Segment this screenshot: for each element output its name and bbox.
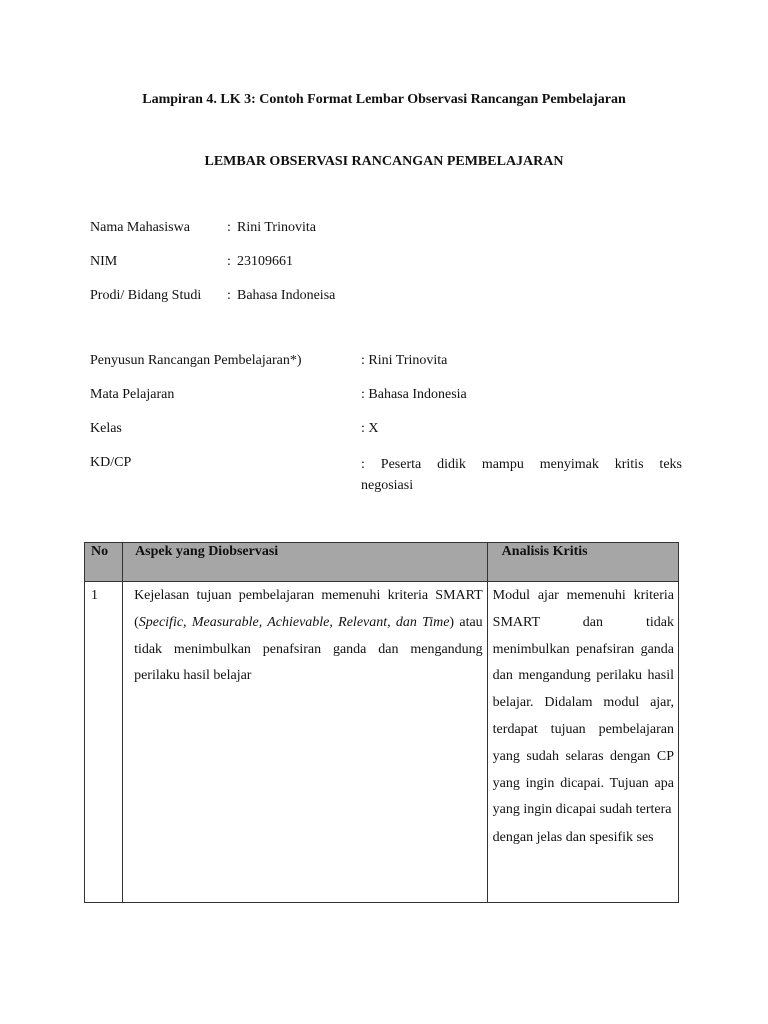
study-program-value: Bahasa Indoneisa bbox=[237, 288, 336, 303]
table-row bbox=[85, 582, 679, 903]
table-header-row bbox=[85, 543, 679, 582]
analysis-paragraph: dengan jelas dan spesifik ses bbox=[492, 830, 654, 846]
header-label: Aspek yang Diobservasi bbox=[135, 544, 279, 559]
row-number-cell bbox=[85, 582, 123, 903]
header-analysis bbox=[487, 543, 678, 582]
class-value: : X bbox=[361, 421, 379, 436]
field-label: Penyusun Rancangan Pembelajaran*) bbox=[90, 353, 302, 368]
student-info bbox=[90, 220, 335, 322]
aspect-text-part: Kejelasan tujuan pembelajaran memenuhi kriteria SMART ( bbox=[134, 588, 483, 630]
header-label: No bbox=[91, 544, 109, 559]
plan-author-row bbox=[90, 353, 682, 387]
field-label: NIM bbox=[90, 254, 118, 269]
field-label: KD/CP bbox=[90, 455, 132, 470]
appendix-title: Lampiran 4. LK 3: Contoh Format Lembar Observasi Rancangan Pembelajaran bbox=[142, 92, 626, 107]
kd-cp-line: negosiasi bbox=[361, 478, 414, 493]
row-number: 1 bbox=[91, 588, 98, 603]
plan-author-value: : Rini Trinovita bbox=[361, 353, 448, 368]
field-separator: : bbox=[227, 254, 231, 269]
field-label: Prodi/ Bidang Studi bbox=[90, 288, 202, 303]
observation-table bbox=[84, 542, 679, 903]
student-nim-row bbox=[90, 254, 335, 288]
kd-cp-row bbox=[90, 455, 682, 493]
kd-cp-value bbox=[361, 454, 682, 493]
aspect-text-part: ) atau tidak menimbulkan penafsiran ganda dan mengandung perilaku hasil belajar bbox=[134, 614, 483, 684]
header-aspect bbox=[123, 543, 488, 582]
analysis-text bbox=[488, 582, 678, 852]
student-name-row bbox=[90, 220, 335, 254]
kd-cp-line: : Peserta didik mampu menyimak kritis teks bbox=[361, 457, 682, 472]
header-label: Analisis Kritis bbox=[501, 544, 588, 559]
aspect-text bbox=[123, 582, 487, 690]
student-name-value: Rini Trinovita bbox=[237, 220, 316, 235]
analysis-cell bbox=[487, 582, 678, 903]
field-label: Kelas bbox=[90, 421, 122, 436]
class-row bbox=[90, 421, 682, 455]
header-no bbox=[85, 543, 123, 582]
lesson-plan-info bbox=[90, 353, 682, 493]
analysis-paragraph: Modul ajar memenuhi kriteria SMART dan tidak menimbulkan penafsiran ganda dan mengandung perilaku hasil belajar. Didalam modul ajar, terdapat tujuan pembelajaran yang sudah selaras dengan CP yang ingin dicapai. Tujuan apa yang ingin dicapai sudah tertera bbox=[492, 588, 674, 818]
aspect-cell bbox=[123, 582, 488, 903]
study-program-row bbox=[90, 288, 335, 322]
field-label: Nama Mahasiswa bbox=[90, 220, 190, 235]
field-separator: : bbox=[227, 220, 231, 235]
subject-row bbox=[90, 387, 682, 421]
aspect-italic-part: Specific, Measurable, Achievable, Relevant, dan Time bbox=[138, 614, 450, 630]
subject-value: : Bahasa Indonesia bbox=[361, 387, 467, 402]
document-title: LEMBAR OBSERVASI RANCANGAN PEMBELAJARAN bbox=[204, 154, 564, 169]
field-separator: : bbox=[227, 288, 231, 303]
field-label: Mata Pelajaran bbox=[90, 387, 175, 402]
student-nim-value: 23109661 bbox=[237, 254, 293, 269]
